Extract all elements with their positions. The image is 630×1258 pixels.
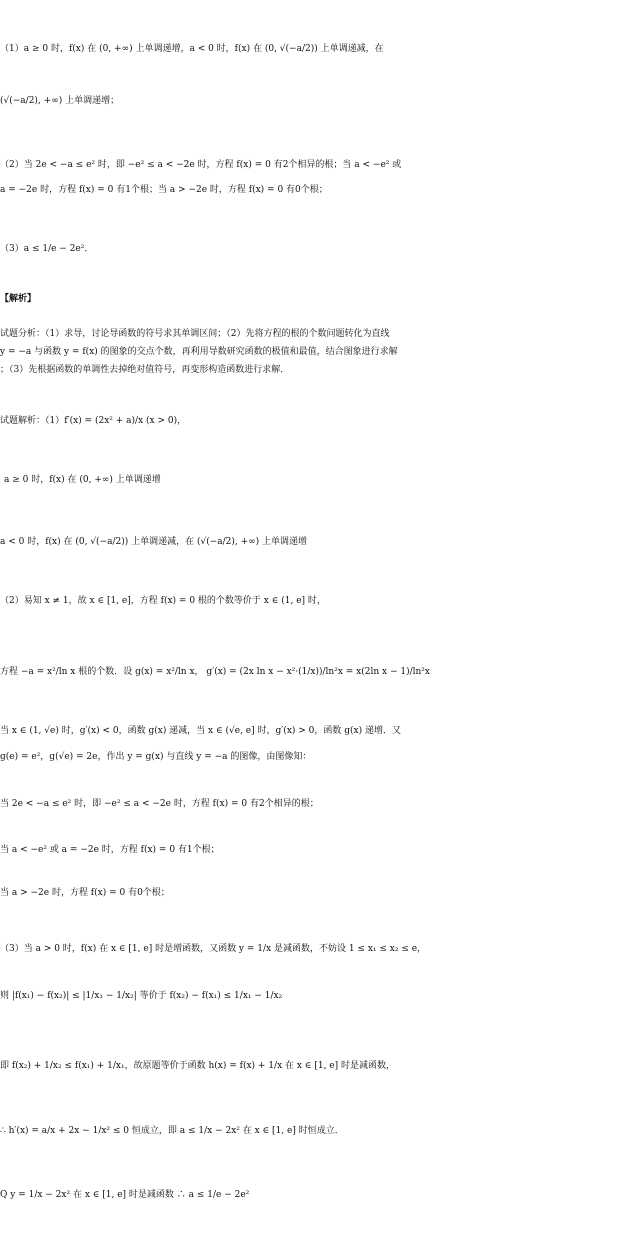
solution-2-case-two-roots: 当 2e < −a ≤ e² 时，即 −e² ≤ a < −2e 时，方程 f(x) = 0 有2个相异的根； bbox=[0, 799, 319, 809]
solution-2-monotonic-line-1: 当 x ∈ (1, √e) 时，g′(x) < 0，函数 g(x) 递减，当 x ∈ (√e, e] 时，g′(x) > 0，函数 g(x) 递增．又 bbox=[0, 726, 401, 736]
analysis-summary-line-2: y = −a 与函数 y = f(x) 的图象的交点个数，再利用导数研究函数的极值和最值，结合图象进行求解 bbox=[0, 347, 398, 357]
solution-3-equivalence: 则 |f(x₁) − f(x₂)| ≤ |1/x₁ − 1/x₂| 等价于 f(x₂) − f(x₁) ≤ 1/x₁ − 1/x₂ bbox=[0, 991, 283, 1001]
answer-1-line-2: (√(−a/2), +∞) 上单调递增； bbox=[0, 96, 120, 106]
analysis-summary-line-3: ；（3）先根据函数的单调性去掉绝对值符号，再变形构造函数进行求解． bbox=[0, 365, 290, 375]
solution-2-g-function: 方程 −a = x²/ln x 根的个数．设 g(x) = x²/ln x， g′(x) = (2x ln x − x²·(1/x))/ln²x = x(2ln x − 1)/ln²x bbox=[0, 667, 430, 677]
solution-a-negative: a < 0 时，f(x) 在 (0, √(−a/2)) 上单调递减，在 (√(−a/2), +∞) 上单调递增 bbox=[0, 537, 308, 547]
answer-2-line-1: （2）当 2e < −a ≤ e² 时，即 −e² ≤ a < −2e 时，方程 f(x) = 0 有2个相异的根；当 a < −e² 或 bbox=[0, 160, 402, 170]
solution-2-intro: （2）易知 x ≠ 1，故 x ∈ [1, e]，方程 f(x) = 0 根的个数等价于 x ∈ (1, e] 时， bbox=[0, 596, 326, 606]
answer-2-line-2: a = −2e 时，方程 f(x) = 0 有1个根；当 a > −2e 时，方程 f(x) = 0 有0个根； bbox=[0, 185, 328, 195]
analysis-summary-line-1: 试题分析：（1）求导，讨论导函数的符号求其单调区间；（2）先将方程的根的个数问题转化为直线 bbox=[0, 329, 390, 339]
solution-3-h-function: 即 f(x₂) + 1/x₂ ≤ f(x₁) + 1/x₁，故原题等价于函数 h(x) = f(x) + 1/x 在 x ∈ [1, e] 时是减函数， bbox=[0, 1061, 395, 1071]
solution-2-case-no-root: 当 a > −2e 时，方程 f(x) = 0 有0个根； bbox=[0, 888, 170, 898]
solution-3-derivative-condition: ∴ h′(x) = a/x + 2x − 1/x² ≤ 0 恒成立，即 a ≤ 1/x − 2x² 在 x ∈ [1, e] 时恒成立． bbox=[0, 1126, 344, 1136]
solution-2-monotonic-line-2: g(e) = e²，g(√e) = 2e，作出 y = g(x) 与直线 y = −a 的图像，由图像知： bbox=[0, 752, 312, 762]
solution-derivative: 试题解析：（1）f′(x) = (2x² + a)/x (x > 0)， bbox=[0, 416, 187, 426]
solution-3-intro: （3）当 a > 0 时，f(x) 在 x ∈ [1, e] 时是增函数，又函数 y = 1/x 是减函数，不妨设 1 ≤ x₁ ≤ x₂ ≤ e， bbox=[0, 944, 427, 954]
solution-3-conclusion: Q y = 1/x − 2x² 在 x ∈ [1, e] 时是减函数 ∴ a ≤ 1/e − 2e² bbox=[0, 1190, 250, 1200]
answer-1-line-1: （1）a ≥ 0 时，f(x) 在 (0, +∞) 上单调递增，a < 0 时，f(x) 在 (0, √(−a/2)) 上单调递减，在 bbox=[0, 44, 384, 54]
solution-2-case-one-root: 当 a < −e² 或 a = −2e 时，方程 f(x) = 0 有1个根； bbox=[0, 845, 220, 855]
answer-3: （3）a ≤ 1/e − 2e²． bbox=[0, 244, 94, 254]
analysis-heading: 【解析】 bbox=[0, 294, 37, 304]
solution-a-nonnegative: a ≥ 0 时，f(x) 在 (0, +∞) 上单调递增 bbox=[4, 475, 161, 485]
